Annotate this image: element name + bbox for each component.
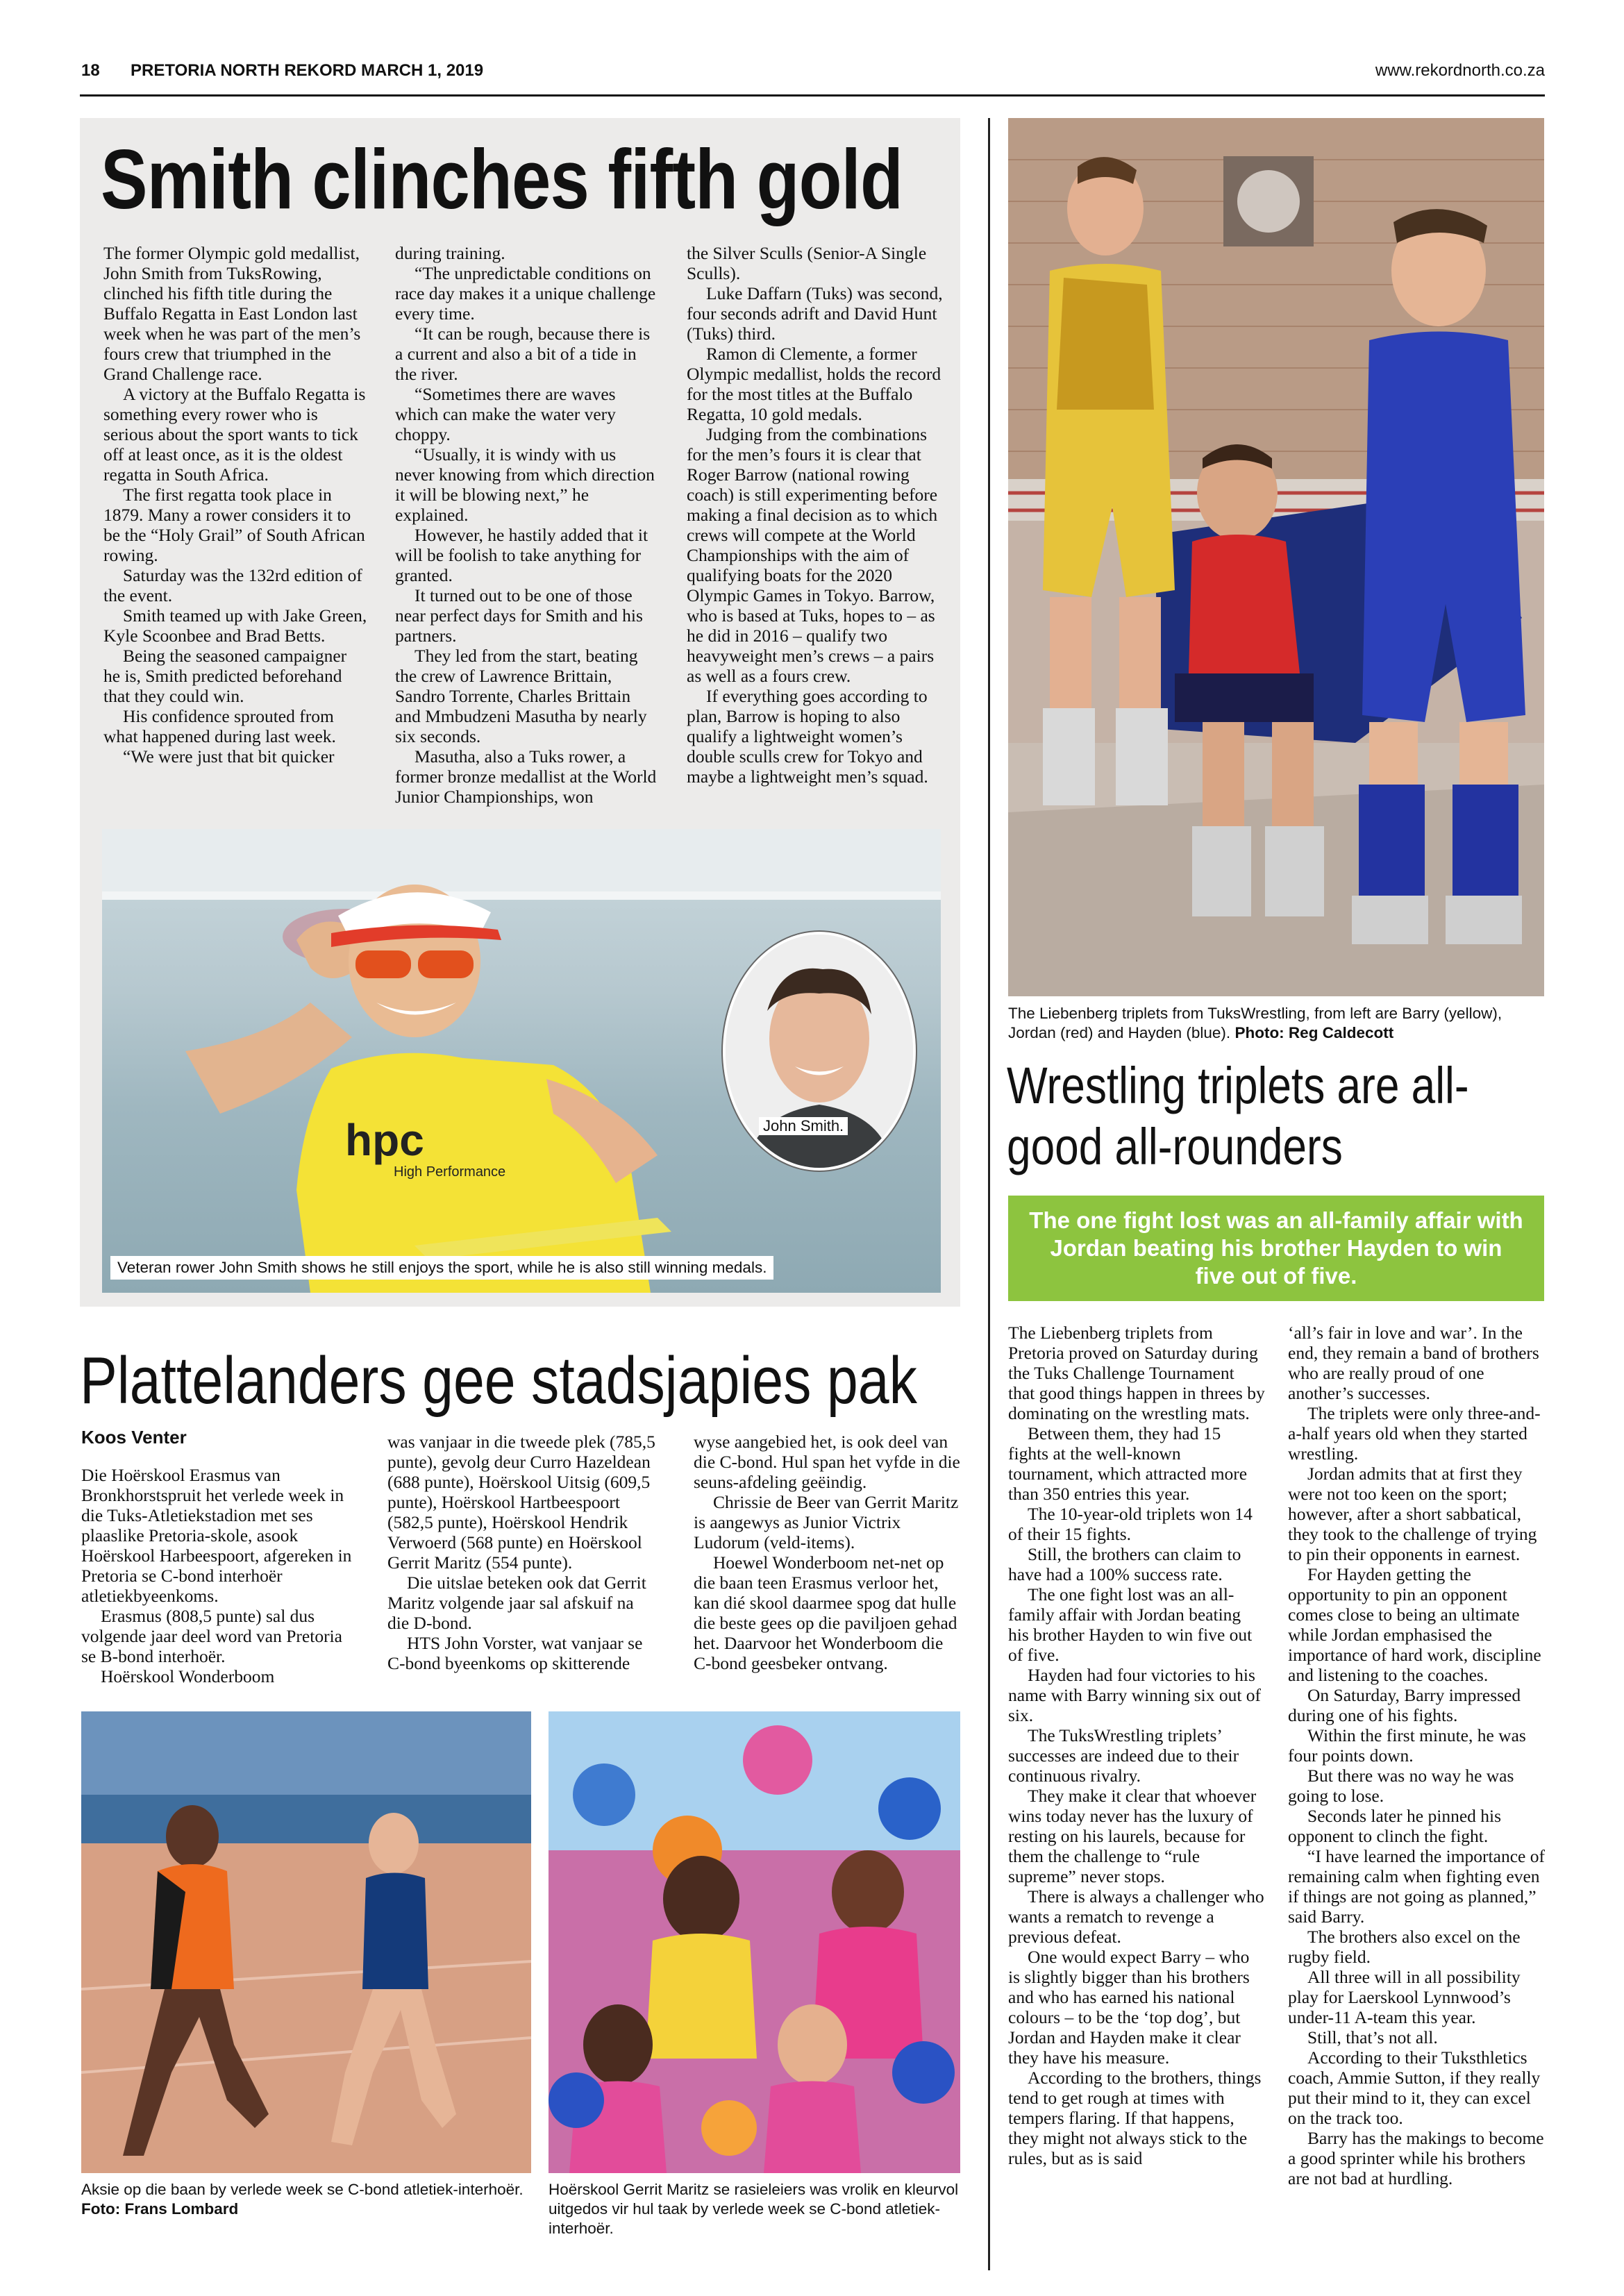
paragraph: “Sometimes there are waves which can make the water very choppy. [395,384,616,444]
paragraph: ‘all’s fair in love and war’. In the end, they remain a band of brothers who are really proud of one another’s successes. [1288,1323,1539,1403]
paragraph: Hayden had four victories to his name with Barry winning six out of six. [1008,1665,1262,1725]
paragraph: There is always a challenger who wants a rematch to revenge a previous defeat. [1008,1886,1264,1947]
paragraph: Being the seasoned campaigner he is, Smith predicted beforehand that they could win. [103,646,347,706]
paragraph: Barry has the makings to become a good sprinter while his brothers are not bad at hurdling. [1288,2128,1544,2188]
paragraph: HTS John Vorster, wat vanjaar se C-bond byeenkoms op skitterende [387,1633,643,1673]
paragraph: Smith teamed up with Jake Green, Kyle Scoonbee and Brad Betts. [103,605,367,646]
wrestling-column-2 [1288,1323,1545,2188]
paragraph: the Silver Sculls (Senior-A Single Sculls). [687,243,927,283]
paragraph: Hoërskool Wonderboom [101,1666,275,1686]
cheerleaders-photo [549,1711,960,2173]
paragraph: It turned out to be one of those near perfect days for Smith and his partners. [395,585,643,646]
wrestlers-illustration [1008,118,1544,996]
john-smith-portrait [723,932,916,1171]
paragraph: Die uitslae beteken ook dat Gerrit Maritz volgende jaar sal afskuif na die D-bond. [387,1573,646,1633]
portrait-caption: John Smith. [759,1117,848,1135]
paragraph: The one fight lost was an all-family affair with Jordan beating his brother Hayden to win five out of five. [1008,1584,1253,1665]
paragraph: Ramon di Clemente, a former Olympic medallist, holds the record for the most titles at the Buffalo Regatta, 10 gold medals. [687,344,941,424]
paragraph: The triplets were only three-and-a-half years old when they started wrestling. [1288,1403,1541,1464]
column-divider [988,118,990,2270]
paragraph: They led from the start, beating the crew of Lawrence Brittain, Sandro Torrente, Charles Brittain and Mmbudzeni Masutha by nearly six seconds. [395,646,647,746]
cheerleaders-caption: Hoërskool Gerrit Maritz se rasieleiers was vrolik en kleurvol uitgedos vir hul taak by verlede week se C-bond atletiek-interhoër. [549,2181,959,2237]
paragraph: For Hayden getting the opportunity to pin an opponent comes close to being an ultimate while Jordan emphasised the importance of hard work, discipline and listening to the coaches. [1288,1564,1541,1685]
wrestlers-photo-credit: Photo: Reg Caldecott [1234,1024,1394,1041]
paragraph: The Liebenberg triplets from Pretoria proved on Saturday during the Tuks Challenge Tournament that good things happen in threes by dominating on the wrestling mats. [1008,1323,1265,1423]
header-rule [80,94,1545,97]
byline: Koos Venter [81,1427,187,1448]
paragraph: Within the first minute, he was four points down. [1288,1725,1526,1766]
website: www.rekordnorth.co.za [1375,61,1545,80]
paragraph: Erasmus (808,5 punte) sal dus volgende jaar deel word van Pretoria se B-bond interhoër. [81,1606,342,1666]
paragraph: They make it clear that whoever wins today never has the luxury of resting on his laurels, because for them the challenge to “rule supreme” never stops. [1008,1786,1257,1886]
paragraph: Jordan admits that at first they were not too keen on the sport; however, after a short sabbatical, they took to the challenge of trying to pin their opponents in earnest. [1288,1464,1537,1564]
athletics-caption [81,2180,533,2219]
wrestling-column-1 [1008,1323,1265,2168]
paragraph: “I have learned the importance of remaining calm when fighting even if things are not going as planned,” said Barry. [1288,1846,1545,1927]
plattelanders-column-2 [387,1432,658,1673]
shirt-subtext: High Performance [394,1164,506,1180]
smith-article [80,118,960,1307]
paragraph: According to the brothers, things tend to get rough at times with tempers flaring. If that happens, they might not always stick to the rules, but as is said [1008,2068,1262,2168]
rower-photo [102,829,941,1293]
paragraph: However, he hastily added that it will be foolish to take anything for granted. [395,525,648,585]
plattelanders-headline: Plattelanders gee stadsjapies pak [80,1343,917,1418]
paragraph: Masutha, also a Tuks rower, a former bronze medallist at the World Junior Championships, won [395,746,657,807]
paragraph: Between them, they had 15 fights at the well-known tournament, which attracted more than 350 entries this year. [1008,1423,1248,1504]
paragraph: during training. [395,243,505,263]
paragraph: was vanjaar in die tweede plek (785,5 punte), gevolg deur Curro Hazeldean (688 punte), Hoërskool Uitsig (609,5 punte), Hoërskool Hartbeespoort (582,5 punte), Hoërskool Hendrik Verwoerd (568 punte) en Hoërskool Gerrit Maritz (554 punte). [387,1432,655,1573]
paragraph: The TuksWrestling triplets’ successes are indeed due to their continuous rivalry. [1008,1725,1239,1786]
paragraph: A victory at the Buffalo Regatta is something every rower who is serious about the sport wants to tick off at least once, as it is the oldest regatta in South Africa. [103,384,366,485]
athletics-photo [81,1711,531,2173]
athletics-caption-text: Aksie op die baan by verlede week se C-bond atletiek-interhoër. [81,2181,524,2198]
paragraph: All three will in all possibility play for Laerskool Lynnwood’s under-11 A-team this year. [1288,1967,1521,2027]
paragraph: “It can be rough, because there is a current and also a bit of a tide in the river. [395,324,651,384]
smith-column-1 [103,243,367,766]
smith-headline: Smith clinches fifth gold [101,132,903,226]
athletics-photo-credit: Foto: Frans Lombard [81,2200,239,2218]
paragraph: On Saturday, Barry impressed during one of his fights. [1288,1685,1521,1725]
paragraph: Still, the brothers can claim to have had a 100% success rate. [1008,1544,1241,1584]
wrestlers-caption [1008,1004,1550,1043]
paragraph: The first regatta took place in 1879. Many a rower considers it to be the “Holy Grail” of South African rowing. [103,485,365,565]
paragraph: Hoewel Wonderboom net-net op die baan teen Erasmus verloor het, kan dié skool daarmee spog dat hulle die beste gees op die paviljoen gehad het. Daarvoor het Wonderboom die C-bond geesbeker ontvang. [694,1552,957,1673]
paragraph: Die Hoërskool Erasmus van Bronkhorstspruit het verlede week in die Tuks-Atletiekstadion met ses plaaslike Pretoria-skole, asook Hoërskool Harbeespoort, afgereken in Pretoria se C-bond interhoër atletiekbyeenkoms. [81,1465,352,1606]
wrestlers-caption-text: The Liebenberg triplets from TuksWrestling, from left are Barry (yellow), Jordan (red) and Hayden (blue). [1008,1005,1502,1041]
plattelanders-column-1 [81,1465,352,1686]
paragraph: “We were just that bit quicker [123,746,335,766]
wrestling-headline: Wrestling triplets are all-good all-rounders [1007,1057,1469,1175]
paragraph: The brothers also excel on the rugby field. [1288,1927,1521,1967]
publication-date: PRETORIA NORTH REKORD MARCH 1, 2019 [131,61,484,80]
paragraph: Chrissie de Beer van Gerrit Maritz is aangewys as Junior Victrix Ludorum (veld-items). [694,1492,959,1552]
shirt-logo: hpc [345,1115,424,1165]
paragraph: The former Olympic gold medallist, John Smith from TuksRowing, clinched his fifth title during the Buffalo Regatta in East London last week when he was part of the men’s fours crew that triumphed in the Grand Challenge race. [103,243,361,384]
paragraph: His confidence sprouted from what happened during last week. [103,706,336,746]
cheerleaders-illustration [549,1711,960,2173]
wrestling-pullquote: The one fight lost was an all-family affair with Jordan beating his brother Hayden to win five out of five. [1008,1196,1544,1301]
paragraph: wyse aangebied het, is ook deel van die C-bond. Hul span het vyfde in die seuns-afdeling geëindig. [694,1432,960,1492]
athletics-illustration [81,1711,531,2173]
paragraph: One would expect Barry – who is slightly bigger than his brothers and who has earned his national colours – to be the ‘top dog’, but Jordan and Hayden make it clear they have his measure. [1008,1947,1250,2068]
wrestlers-photo [1008,118,1544,996]
paragraph: But there was no way he was going to lose. [1288,1766,1514,1806]
rower-caption: Veteran rower John Smith shows he still enjoys the sport, while he is also still winning medals. [110,1256,773,1280]
paragraph: Still, that’s not all. [1307,2027,1438,2047]
paragraph: Judging from the combinations for the men’s fours it is clear that Roger Barrow (national rowing coach) is still experimenting before making a final decision as to which crews will compete at the World Championships with the aim of qualifying boats for the 2020 Olympic Games in Tokyo. Barrow, who is based at Tuks, hopes to – as he did in 2016 – qualify two heavyweight men’s crews – a pairs as well as a fours crew. [687,424,938,686]
paragraph: According to their Tuksthletics coach, Ammie Sutton, if they really put their mind to it, they can excel on the track too. [1288,2047,1541,2128]
paragraph: Seconds later he pinned his opponent to clinch the fight. [1288,1806,1502,1846]
page-number: 18 [81,61,100,80]
paragraph: The 10-year-old triplets won 14 of their 15 fights. [1008,1504,1253,1544]
smith-column-2 [395,243,659,807]
smith-column-3 [687,243,951,787]
plattelanders-column-3 [694,1432,964,1673]
paragraph: Luke Daffarn (Tuks) was second, four seconds adrift and David Hunt (Tuks) third. [687,283,943,344]
paragraph: “Usually, it is windy with us never knowing from which direction it will be blowing next,” he explained. [395,444,655,525]
paragraph: “The unpredictable conditions on race day makes it a unique challenge every time. [395,263,656,324]
paragraph: Saturday was the 132rd edition of the event. [103,565,362,605]
paragraph: If everything goes according to plan, Barrow is hoping to also qualify a lightweight women’s double sculls crew for Tokyo and maybe a lightweight men’s squad. [687,686,928,787]
